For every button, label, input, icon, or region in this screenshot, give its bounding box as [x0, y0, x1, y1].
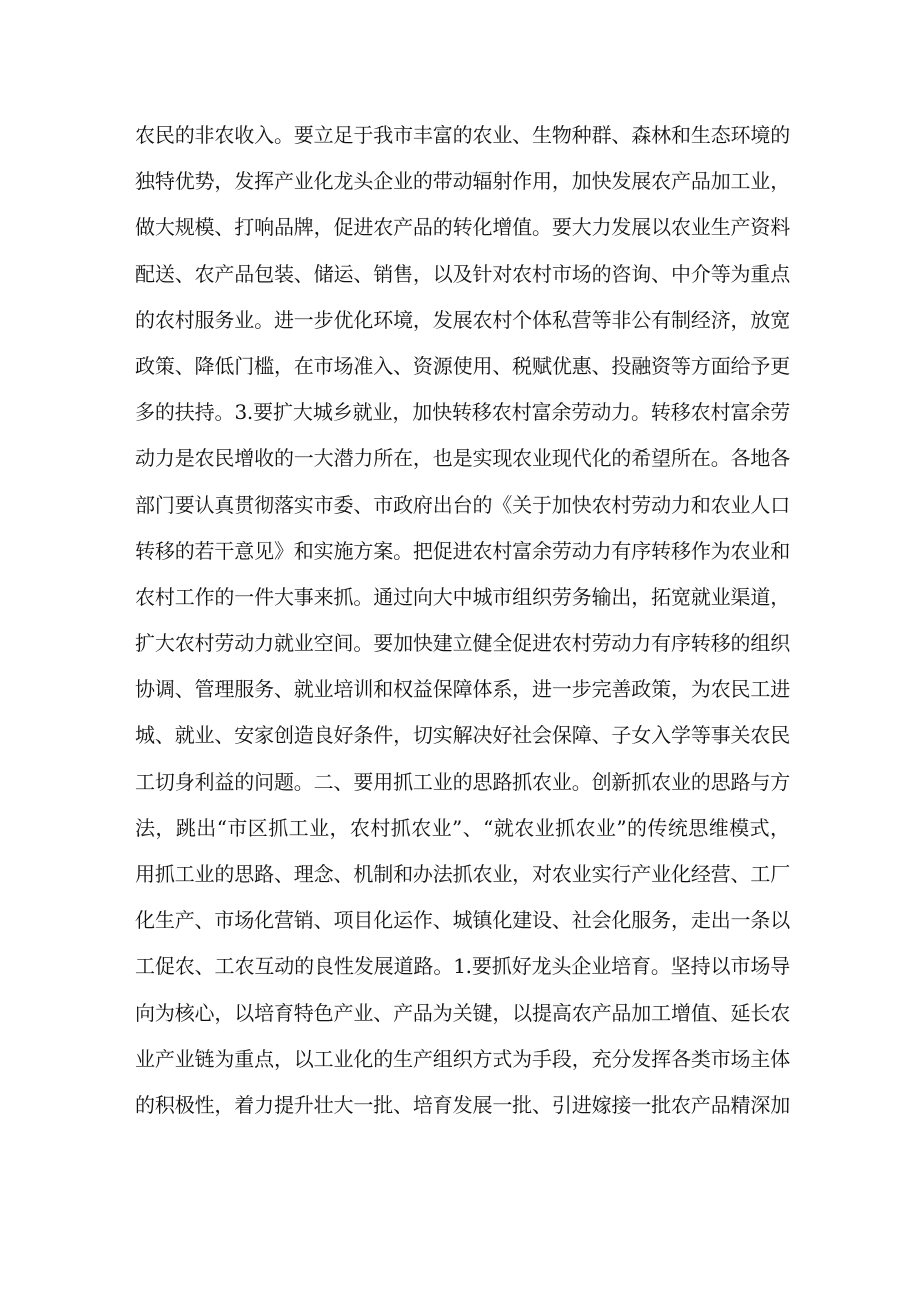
text-line: 扩大农村劳动力就业空间。要加快建立健全促进农村劳动力有序转移的组织	[135, 631, 790, 656]
text-line: 转移的若干意见》和实施方案。把促进农村富余劳动力有序转移作为农业和	[135, 538, 790, 563]
text-line: 向为核心，以培育特色产业、产品为关键，以提高农产品加工增值、延长农	[135, 1000, 790, 1025]
text-line: 动力是农民增收的一大潜力所在，也是实现农业现代化的希望所在。各地各	[135, 446, 790, 471]
text-line: 城、就业、安家创造良好条件，切实解决好社会保障、子女入学等事关农民	[135, 723, 790, 748]
text-line: 业产业链为重点，以工业化的生产组织方式为手段，充分发挥各类市场主体	[135, 1046, 790, 1071]
text-line: 农村工作的一件大事来抓。通过向大中城市组织劳务输出，拓宽就业渠道，	[135, 584, 790, 609]
text-line: 法，跳出“市区抓工业，农村抓农业”、“就农业抓农业”的传统思维模式，	[135, 815, 790, 840]
text-line: 部门要认真贯彻落实市委、市政府出台的《关于加快农村劳动力和农业人口	[135, 492, 790, 517]
body-paragraph	[135, 112, 790, 1128]
text-line: 协调、管理服务、就业培训和权益保障体系，进一步完善政策，为农民工进	[135, 677, 790, 702]
text-line: 用抓工业的思路、理念、机制和办法抓农业，对农业实行产业化经营、工厂	[135, 862, 790, 886]
text-line: 的农村服务业。进一步优化环境，发展农村个体私营等非公有制经济，放宽	[135, 307, 790, 332]
text-line: 做大规模、打响品牌，促进农产品的转化增值。要大力发展以农业生产资料	[135, 215, 790, 240]
text-line: 多的扶持。3.要扩大城乡就业，加快转移农村富余劳动力。转移农村富余劳	[135, 400, 790, 425]
text-line: 政策、降低门槛，在市场准入、资源使用、税赋优惠、投融资等方面给予更	[135, 353, 790, 378]
text-line: 的积极性，着力提升壮大一批、培育发展一批、引进嫁接一批农产品精深加	[135, 1092, 790, 1117]
text-line: 化生产、市场化营销、项目化运作、城镇化建设、社会化服务，走出一条以	[135, 908, 790, 933]
text-line: 工促农、工农互动的良性发展道路。1.要抓好龙头企业培育。坚持以市场导	[135, 954, 790, 979]
text-line: 农民的非农收入。要立足于我市丰富的农业、生物种群、森林和生态环境的	[135, 123, 790, 147]
text-line: 配送、农产品包装、储运、销售，以及针对农村市场的咨询、中介等为重点	[135, 261, 790, 286]
text-line: 独特优势，发挥产业化龙头企业的带动辐射作用，加快发展农产品加工业，	[135, 169, 790, 194]
text-line: 工切身利益的问题。二、要用抓工业的思路抓农业。创新抓农业的思路与方	[135, 769, 790, 794]
